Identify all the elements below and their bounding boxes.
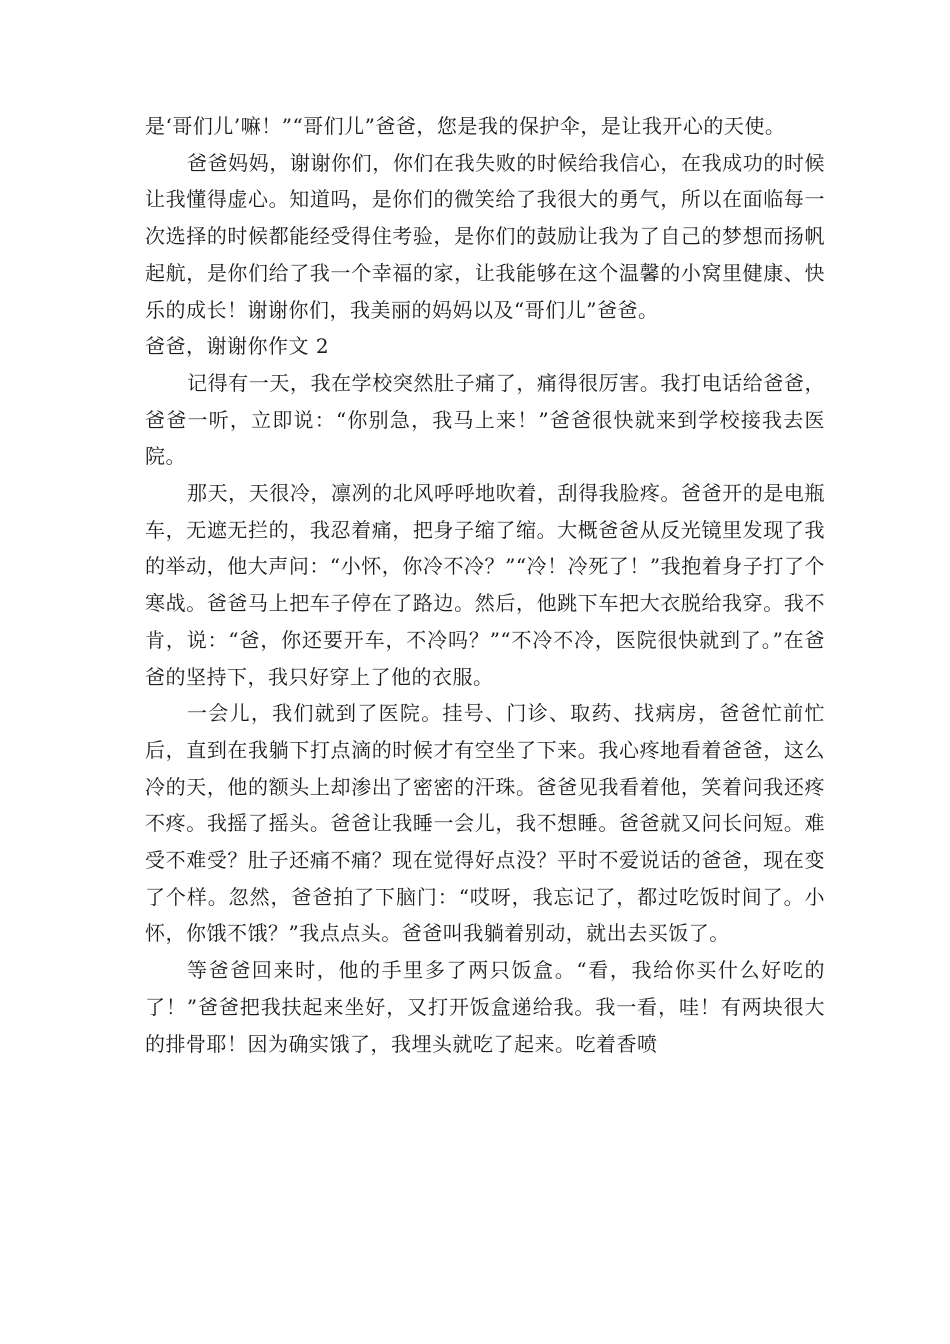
paragraph-cold-day: 那天，天很冷，凛冽的北风呼呼地吹着，刮得我脸疼。爸爸开的是电瓶车，无遮无拦的，我忍着痛，把身子缩了缩。大概爸爸从反光镜里发现了我的举动，他大声问：“小怀，你冷不冷？”“冷！冷死了！”我抱着身子打了个寒战。爸爸马上把车子停在了路边。然后，他跳下车把大衣脱给我穿。我不肯，说：“爸，你还要开车，不冷吗？”“不冷不冷，医院很快就到了。”在爸爸的坚持下，我只好穿上了他的衣服。	[145, 481, 825, 689]
paragraph-stomachache: 记得有一天，我在学校突然肚子痛了，痛得很厉害。我打电话给爸爸，爸爸一听，立即说：“你别急，我马上来！”爸爸很快就来到学校接我去医院。	[145, 370, 825, 469]
document-page	[145, 108, 825, 1062]
paragraph-thanks-parents: 爸爸妈妈，谢谢你们，你们在我失败的时候给我信心，在我成功的时候让我懂得虚心。知道吗，是你们的微笑给了我很大的勇气，所以在面临每一次选择的时候都能经受得住考验，是你们的鼓励让我为了自己的梦想而扬帆起航，是你们给了我一个幸福的家，让我能够在这个温馨的小窝里健康、快乐的成长！谢谢你们，我美丽的妈妈以及“哥们儿”爸爸。	[145, 150, 825, 322]
paragraph-lunch: 等爸爸回来时，他的手里多了两只饭盒。“看，我给你买什么好吃的了！”爸爸把我扶起来坐好，又打开饭盒递给我。我一看，哇！有两块很大的排骨耶！因为确实饿了，我埋头就吃了起来。吃着香喷	[145, 958, 825, 1056]
paragraph-hospital: 一会儿，我们就到了医院。挂号、门诊、取药、找病房，爸爸忙前忙后，直到在我躺下打点滴的时候才有空坐了下来。我心疼地看着爸爸，这么冷的天，他的额头上却渗出了密密的汗珠。爸爸见我看着他，笑着问我还疼不疼。我摇了摇头。爸爸让我睡一会儿，我不想睡。爸爸就又问长问短。难受不难受？肚子还痛不痛？现在觉得好点没？平时不爱说话的爸爸，现在变了个样。忽然，爸爸拍了下脑门：“哎呀，我忘记了，都过吃饭时间了。小怀，你饿不饿？”我点点头。爸爸叫我躺着别动，就出去买饭了。	[145, 701, 825, 946]
essay-heading: 爸爸，谢谢你作文 2	[145, 334, 330, 359]
paragraph-continuation: 是‘哥们儿’嘛！”“哥们儿”爸爸，您是我的保护伞，是让我开心的天使。	[145, 114, 786, 138]
